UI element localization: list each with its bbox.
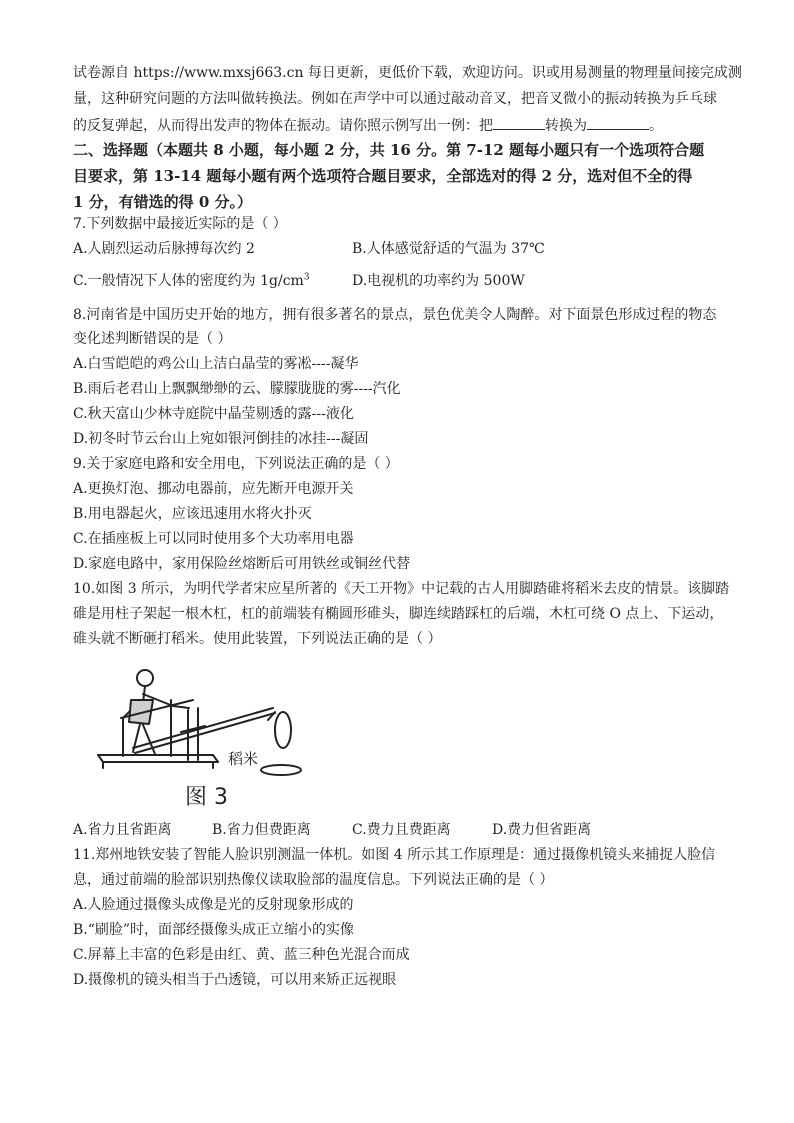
q9-option-c[interactable]: C.在插座板上可以同时使用多个大功率用电器: [73, 531, 354, 547]
q10-stem-1: 10.如图 3 所示，为明代学者宋应星所著的《天工开物》中记载的古人用脚踏碓将稻米去皮的情景。该脚踏: [73, 581, 730, 597]
answer-blank-2[interactable]: [587, 115, 649, 130]
q11-option-b[interactable]: B.“刷脸”时，面部经摄像头成正立缩小的实像: [73, 922, 355, 938]
q10-option-b[interactable]: B.省力但费距离: [212, 822, 311, 838]
section-heading-line-3: 1 分，有错选的得 0 分。）: [73, 193, 253, 211]
q9-option-d[interactable]: D.家庭电路中，家用保险丝熔断后可用铁丝或铜丝代替: [73, 556, 411, 572]
intro-line-3-mid: 转换为: [545, 118, 587, 134]
lever-beam: [133, 708, 273, 748]
q8-option-b[interactable]: B.雨后老君山上飘飘缈缈的云、朦朦胧胧的雾----汽化: [73, 381, 401, 397]
intro-line-3-end: 。: [649, 118, 663, 134]
q10-stem-3: 碓头就不断砸打稻米。使用此装置，下列说法正确的是（ ）: [73, 631, 442, 647]
q8-stem-2: 变化述判断错误的是（ ）: [73, 331, 232, 347]
q11-option-a[interactable]: A.人脸通过摄像头成像是光的反射现象形成的: [73, 897, 354, 913]
pivot-post: [188, 708, 198, 760]
q11-option-c[interactable]: C.屏幕上丰富的色彩是由红、黄、蓝三种色光混合而成: [73, 947, 410, 963]
base-frame: [98, 755, 218, 762]
q10-option-c[interactable]: C.费力且费距离: [352, 822, 451, 838]
intro-line-3-text: 的反复弹起，从而得出发声的物体在振动。请你照示例写出一例：把: [73, 118, 493, 134]
q7-option-d[interactable]: D.电视机的功率约为 500W: [352, 273, 525, 289]
q7-option-c[interactable]: [73, 271, 310, 291]
q10-option-a[interactable]: A.省力且省距离: [73, 822, 172, 838]
intro-line-3: [73, 115, 663, 136]
q8-stem-1: 8.河南省是中国历史开始的地方，拥有很多著名的景点，景色优美令人陶醉。对下面景色形成过程的物态: [73, 307, 717, 323]
q8-option-a[interactable]: A.白雪皑皑的鸡公山上洁白晶莹的雾凇----凝华: [73, 356, 359, 372]
figure-label-rice: 稻米: [228, 750, 259, 768]
q10-stem-2: 碓是用柱子架起一根木杠，杠的前端装有椭圆形碓头，脚连续踏踩杠的后端，木杠可绕 O 点上、下运动，: [73, 606, 724, 622]
q8-option-d[interactable]: D.初冬时节云台山上宛如银河倒挂的冰挂---凝固: [73, 431, 369, 447]
answer-blank-1[interactable]: [493, 115, 545, 130]
q9-stem: 9.关于家庭电路和安全用电，下列说法正确的是（ ）: [73, 456, 399, 472]
pestle-head: [275, 712, 291, 748]
q7-option-c-text: C.一般情况下人体的密度约为 1g/cm: [73, 273, 304, 289]
intro-line-1: 试卷源自 https://www.mxsj663.cn 每日更新，更低价下载，欢迎访问。识或用易测量的物理量间接完成测: [73, 65, 742, 81]
q7-option-b[interactable]: B.人体感觉舒适的气温为 37℃: [352, 241, 545, 257]
q7-stem: 7.下列数据中最接近实际的是（ ）: [73, 216, 287, 232]
q10-option-d[interactable]: D.费力但省距离: [492, 822, 592, 838]
person-head: [137, 670, 153, 686]
q11-stem-2: 息，通过前端的脸部识别热像仪读取脸部的温度信息。下列说法正确的是（ ）: [73, 872, 554, 888]
q11-option-d[interactable]: D.摄像机的镜头相当于凸透镜，可以用来矫正远视眼: [73, 972, 397, 988]
intro-line-2: 量，这种研究问题的方法叫做转换法。例如在声学中可以通过敲动音叉，把音叉微小的振动转换为乒乓球: [73, 91, 717, 107]
figure-3-caption: 图 3: [185, 785, 228, 810]
q7-option-a[interactable]: A.人剧烈运动后脉搏每次约 2: [73, 241, 255, 257]
rice-bowl: [261, 765, 301, 775]
q8-option-c[interactable]: C.秋天富山少林寺庭院中晶莹剔透的露---液化: [73, 406, 354, 422]
section-heading-line-1: 二、选择题（本题共 8 小题，每小题 2 分，共 16 分。第 7-12 题每小题只有一个选项符合题: [73, 141, 705, 159]
q7-option-c-sup: 3: [303, 272, 310, 283]
q9-option-b[interactable]: B.用电器起火，应该迅速用水将火扑灭: [73, 506, 312, 522]
q9-option-a[interactable]: A.更换灯泡、挪动电器前，应先断开电源开关: [73, 481, 354, 497]
q11-stem-1: 11.郑州地铁安装了智能人脸识别测温一体机。如图 4 所示其工作原理是：通过摄像机镜头来捕捉人脸信: [73, 847, 716, 863]
section-heading-line-2: 目要求，第 13-14 题每小题有两个选项符合题目要求，全部选对的得 2 分，选对但不全的得: [73, 167, 693, 185]
